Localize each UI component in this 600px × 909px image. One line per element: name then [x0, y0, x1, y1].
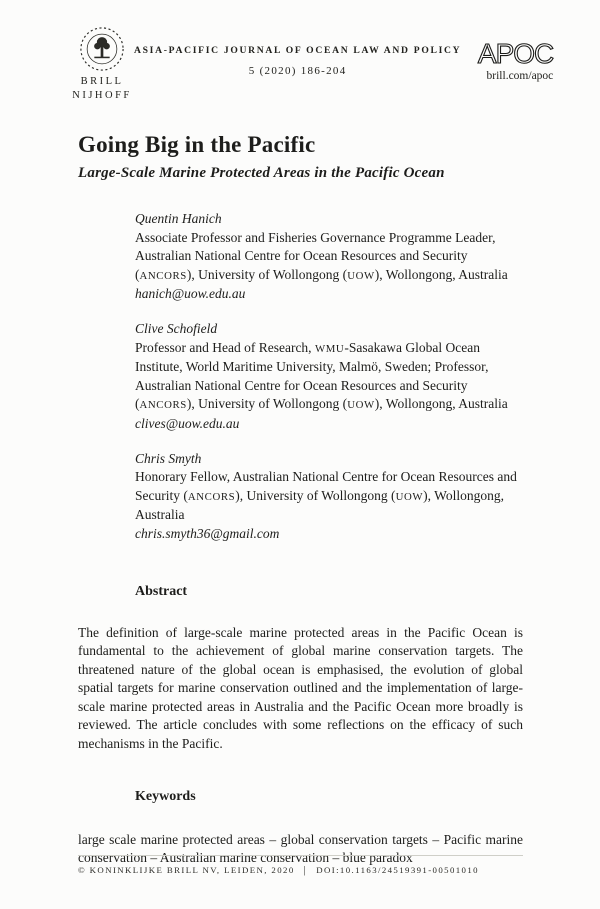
publisher-name-line2: NIJHOFF — [72, 90, 132, 101]
author-email: hanich@uow.edu.au — [135, 286, 246, 302]
journal-info — [134, 26, 461, 103]
keywords-text: large scale marine protected areas – global conservation targets – Pacific marine conservation – Australian marine conservation – blue paradox — [78, 831, 523, 866]
volume-pages: 5 (2020) 186-204 — [248, 65, 347, 77]
brill-seal-icon — [79, 26, 125, 72]
article-body — [0, 132, 600, 868]
article-subtitle: Large-Scale Marine Protected Areas in the Pacific Ocean — [78, 165, 445, 181]
author-affiliation: Honorary Fellow, Australian National Centre for Ocean Resources and Security (ANCORS), University of Wollongong (UOW), Wollongong, Australia — [135, 469, 517, 523]
author-block — [135, 450, 523, 544]
page-header — [0, 0, 600, 103]
article-title: Going Big in the Pacific — [78, 132, 316, 157]
journal-title: ASIA-PACIFIC JOURNAL OF OCEAN LAW AND POLICY — [134, 45, 462, 56]
journal-logo-block — [461, 26, 553, 103]
journal-url: brill.com/apoc — [486, 70, 554, 82]
author-affiliation: Professor and Head of Research, WMU-Sasakawa Global Ocean Institute, World Maritime University, Malmö, Sweden; Professor, Australian National Centre for Ocean Resources and Security (ANCORS), University of Wollongong (UOW), Wollongong, Australia — [135, 339, 508, 412]
publisher-block — [70, 26, 134, 103]
abstract-heading: Abstract — [135, 583, 188, 599]
page-footer — [78, 855, 523, 876]
publisher-name-line1: BRILL — [80, 76, 124, 87]
author-email: chris.smyth36@gmail.com — [135, 525, 280, 541]
author-affiliation: Associate Professor and Fisheries Governance Programme Leader, Australian National Centre for Ocean Resources and Security (ANCORS), University of Wollongong (UOW), Wollongong, Australia — [135, 229, 508, 282]
author-email: clives@uow.edu.au — [135, 415, 240, 431]
footer-rule — [78, 855, 523, 856]
apoc-logo: APOC — [477, 38, 554, 69]
author-block — [135, 210, 523, 304]
author-list — [135, 210, 523, 544]
copyright-text: © KONINKLIJKE BRILL NV, LEIDEN, 2020 — [78, 865, 295, 875]
author-block — [135, 320, 523, 434]
author-name: Chris Smyth — [135, 450, 202, 466]
footer-separator: | — [303, 864, 308, 876]
author-name: Clive Schofield — [135, 320, 218, 336]
author-name: Quentin Hanich — [135, 211, 222, 226]
keywords-heading: Keywords — [135, 788, 196, 804]
footer-line — [78, 864, 523, 876]
abstract-text: The definition of large-scale marine protected areas in the Pacific Ocean is fundamental to the achievement of global marine conservation targets. The threatened nature of the global ocean is emphasised, the evolution of global spatial targets for marine conservation outlined and the implementation of large-scale marine protected areas in Australia and the Pacific Ocean more broadly is reviewed. The article concludes with some reflections on the efficacy of such mechanisms in the Pacific. — [78, 624, 523, 752]
doi-text: DOI:10.1163/24519391-00501010 — [316, 865, 479, 875]
